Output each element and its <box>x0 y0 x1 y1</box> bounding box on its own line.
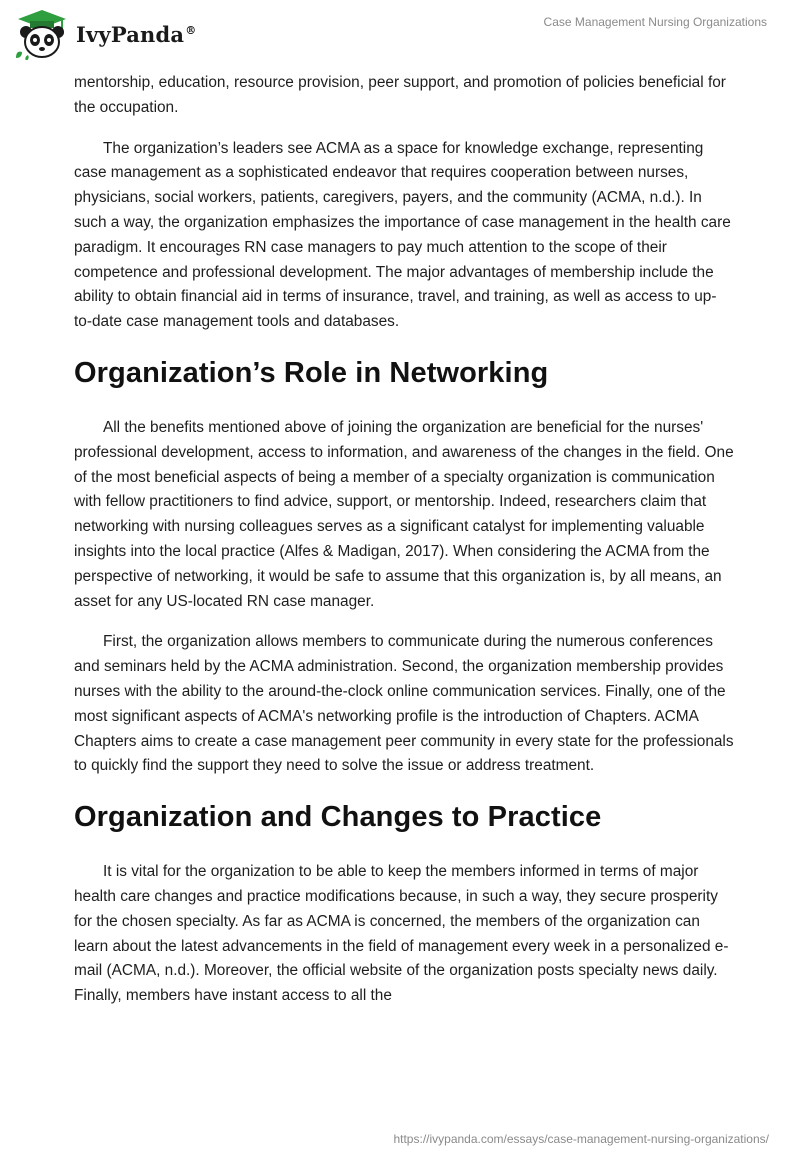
document-title: Case Management Nursing Organizations <box>543 15 767 29</box>
paragraph-continuation: mentorship, education, resource provision, peer support, and promotion of policies beneficial for the occupation. <box>74 74 726 116</box>
essay-body <box>74 71 734 1025</box>
paragraph-leaders: The organization’s leaders see ACMA as a space for knowledge exchange, representing case management as a sophisticated endeavor that requires cooperation between nurses, physicians, social workers, patients, caregivers, payers, and the community (ACMA, n.d.). In such a way, the organization emphasizes the importance of case management in the health care paradigm. It encourages RN case managers to pay much attention to the scope of their competence and professional development. The major advantages of membership include the ability to obtain financial aid in terms of insurance, travel, and training, as well as access to up-to-date case management tools and databases. <box>74 139 731 331</box>
paragraph-communication: First, the organization allows members to communicate during the numerous conferences and seminars held by the ACMA administration. Second, the organization membership provides nurses with the ability to the around-the-clock online communication services. Finally, one of the most significant aspects of ACMA's networking profile is the introduction of Chapters. ACMA Chapters aims to create a case management peer community in every state for the professionals to quickly find the support they need to solve the issue or address treatment. <box>74 633 734 775</box>
page-header <box>0 0 800 70</box>
brand-name: IvyPanda® <box>76 21 197 47</box>
paragraph-benefits: All the benefits mentioned above of joining the organization are beneficial for the nurses' professional development, access to information, and awareness of the changes in the field. One of the most beneficial aspects of being a member of a specialty organization is communication with fellow practitioners to find advice, support, or mentorship. Indeed, researchers claim that networking with nursing colleagues serves as a significant catalyst for implementing valuable insights into the local practice (Alfes & Madigan, 2017). When considering the ACMA from the perspective of networking, it would be safe to assume that this organization is, by all means, an asset for any US-located RN case manager. <box>74 418 734 610</box>
paragraph-informed: It is vital for the organization to be able to keep the members informed in terms of major health care changes and practice modifications because, in such a way, they secure prosperity for the chosen specialty. As far as ACMA is concerned, the members of the organization can learn about the latest advancements in the field of management every week in a personalized e-mail (ACMA, n.d.). Moreover, the official website of the organization posts specialty news daily. Finally, members have instant access to all the <box>74 863 729 1005</box>
ivypanda-logo[interactable] <box>14 8 196 60</box>
section-heading-networking: Organization’s Role in Networking <box>74 356 549 389</box>
source-url[interactable]: https://ivypanda.com/essays/case-management-nursing-organizations/ <box>393 1132 769 1146</box>
section-heading-changes: Organization and Changes to Practice <box>74 801 602 834</box>
panda-graduate-icon <box>14 8 70 60</box>
